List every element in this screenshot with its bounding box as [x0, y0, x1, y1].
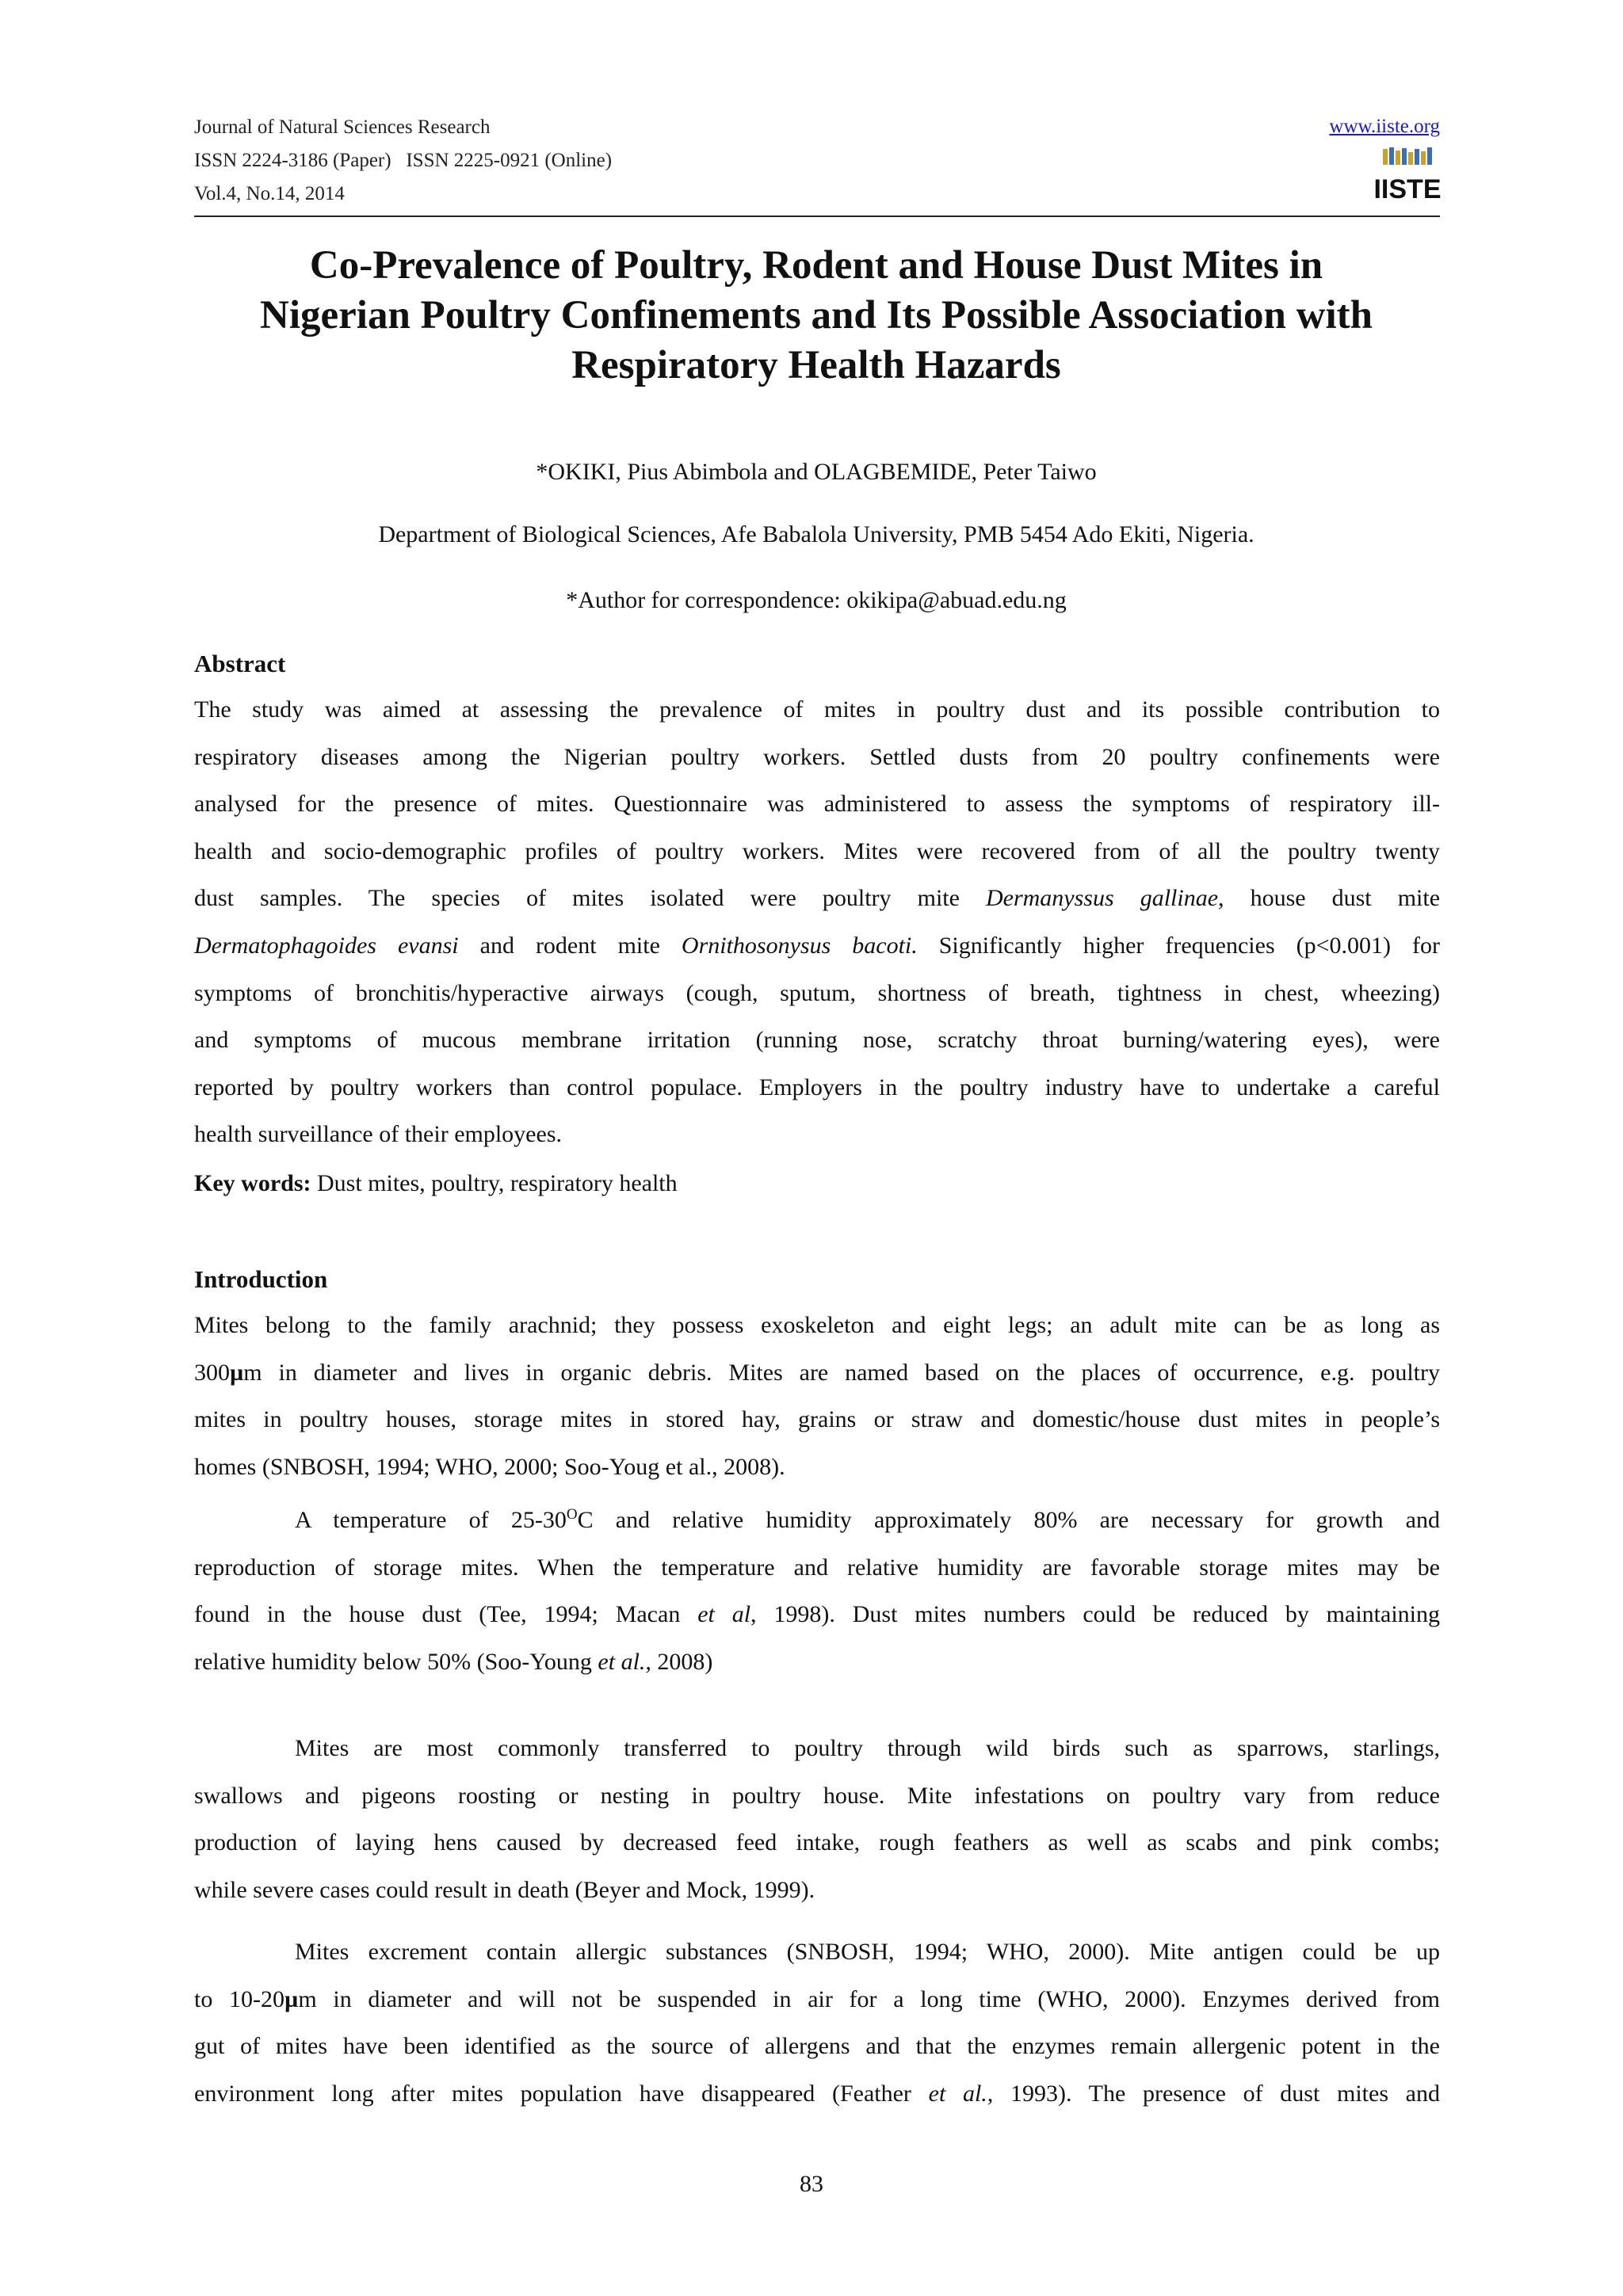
text-line: production of laying hens caused by decreased feed intake, rough feathers as well as scabs and pink combs; — [194, 1829, 1440, 1856]
text-line: Mites excrement contain allergic substances (SNBOSH, 1994; WHO, 2000). Mite antigen could be up — [295, 1939, 1440, 1965]
text-line: health and socio-demographic profiles of poultry workers. Mites were recovered from of all the poultry twenty — [194, 837, 1440, 864]
text-line: The study was aimed at assessing the prevalence of mites in poultry dust and its possible contribution to — [194, 696, 1440, 723]
text-line: Mites belong to the family arachnid; they possess exoskeleton and eight legs; an adult mite can be as long as — [194, 1312, 1440, 1338]
introduction-heading-block — [194, 1265, 1440, 1294]
journal-url-link[interactable]: www.iiste.org — [1329, 116, 1440, 137]
journal-header — [194, 111, 1440, 209]
page-number: 83 — [800, 2171, 823, 2197]
text-line: to 10-20µm in diameter and will not be suspended in air for a long time (WHO, 2000). Enzymes derived from — [194, 1985, 1440, 2012]
intro-paragraph-2 — [194, 1491, 1440, 1685]
text-line: respiratory diseases among the Nigerian poultry workers. Settled dusts from 20 poultry confinements were — [194, 743, 1440, 770]
text-line: health surveillance of their employees. — [194, 1121, 562, 1148]
text-line: while severe cases could result in death (Beyer and Mock, 1999). — [194, 1876, 815, 1903]
abstract-heading-block — [194, 650, 1440, 678]
introduction-heading: Introduction — [194, 1265, 328, 1293]
title-line: Respiratory Health Hazards — [571, 343, 1061, 387]
journal-issn: ISSN 2224-3186 (Paper) ISSN 2225-0921 (Online) — [194, 150, 613, 171]
text-line: dust samples. The species of mites isolated were poultry mite Dermanyssus gallinae, house dust mite — [194, 885, 1441, 912]
text-line: reproduction of storage mites. When the temperature and relative humidity are favorable storage mites may be — [194, 1554, 1440, 1581]
affiliation: Department of Biological Sciences, Afe Babalola University, PMB 5454 Ado Ekiti, Nigeria. — [378, 521, 1254, 547]
text-line: A temperature of $25-30^OC$ and relative humidity approximately 80% are necessary for growth and — [295, 1506, 1440, 1533]
journal-volume: Vol.4, No.14, 2014 — [194, 183, 345, 204]
intro-paragraph-4 — [194, 1928, 1440, 2117]
species-name: Ornithosonysus bacoti. — [681, 932, 918, 959]
authors: *OKIKI, Pius Abimbola and OLAGBEMIDE, Peter Taiwo — [536, 459, 1097, 485]
correspondence: *Author for correspondence: okikipa@abuad.edu.ng — [566, 587, 1067, 613]
keywords-text: Dust mites, poultry, respiratory health — [311, 1170, 678, 1196]
title-line: Nigerian Poultry Confinements and Its Possible Association with — [260, 293, 1373, 338]
text-line: and symptoms of mucous membrane irritation (running nose, scratchy throat burning/watering eyes), were — [194, 1027, 1440, 1054]
text-line: reported by poultry workers than control populace. Employers in the poultry industry have to undertake a careful — [194, 1074, 1440, 1100]
text-line: Mites are most commonly transferred to poultry through wild birds such as sparrows, starlings, — [295, 1735, 1440, 1761]
abstract-body — [194, 686, 1440, 1158]
paper-title — [158, 241, 1474, 391]
text-line: found in the house dust (Tee, 1994; Macan et al, 1998). Dust mites numbers could be reduced by maintaining — [194, 1601, 1440, 1628]
text-line: gut of mites have been identified as the source of allergens and that the enzymes remain allergenic potent in the — [194, 2033, 1440, 2060]
keywords-label: Key words: — [194, 1170, 311, 1196]
header-rule — [194, 215, 1440, 217]
text-line: symptoms of bronchitis/hyperactive airways (cough, sputum, shortness of breath, tightness in chest, wheezing) — [194, 979, 1440, 1006]
text-line: environment long after mites population have disappeared (Feather et al., 1993). The presence of dust mites and — [194, 2080, 1440, 2107]
text-line: swallows and pigeons roosting or nesting in poultry house. Mite infestations on poultry vary from reduce — [194, 1782, 1440, 1809]
text-line: 300µm in diameter and lives in organic debris. Mites are named based on the places of occurrence, e.g. poultry — [194, 1359, 1440, 1386]
svg-text:IISTE: IISTE — [1373, 174, 1442, 204]
journal-name: Journal of Natural Sciences Research — [194, 116, 491, 138]
text-line: homes (SNBOSH, 1994; WHO, 2000; Soo-Youg et al., 2008). — [194, 1453, 785, 1480]
species-name: Dermatophagoides evansi — [194, 932, 459, 959]
abstract-heading: Abstract — [194, 650, 286, 677]
title-line: Co-Prevalence of Poultry, Rodent and House Dust Mites in — [309, 243, 1323, 288]
text-line: relative humidity below 50% (Soo-Young et al., 2008) — [194, 1648, 713, 1675]
text-line: Dermatophagoides evansi and rodent mite Ornithosonysus bacoti. Significantly higher frequencies (p<0.001) for — [194, 932, 1440, 959]
species-name: Dermanyssus gallinae — [985, 885, 1219, 912]
keywords — [194, 1169, 1440, 1198]
intro-paragraph-3 — [194, 1725, 1440, 1913]
intro-paragraph-1 — [194, 1302, 1440, 1490]
text-line: analysed for the presence of mites. Questionnaire was administered to assess the symptoms of respiratory ill- — [194, 791, 1440, 818]
iiste-logo — [1373, 146, 1442, 204]
text-line: mites in poultry houses, storage mites in stored hay, grains or straw and domestic/house dust mites in people’s — [194, 1406, 1440, 1433]
